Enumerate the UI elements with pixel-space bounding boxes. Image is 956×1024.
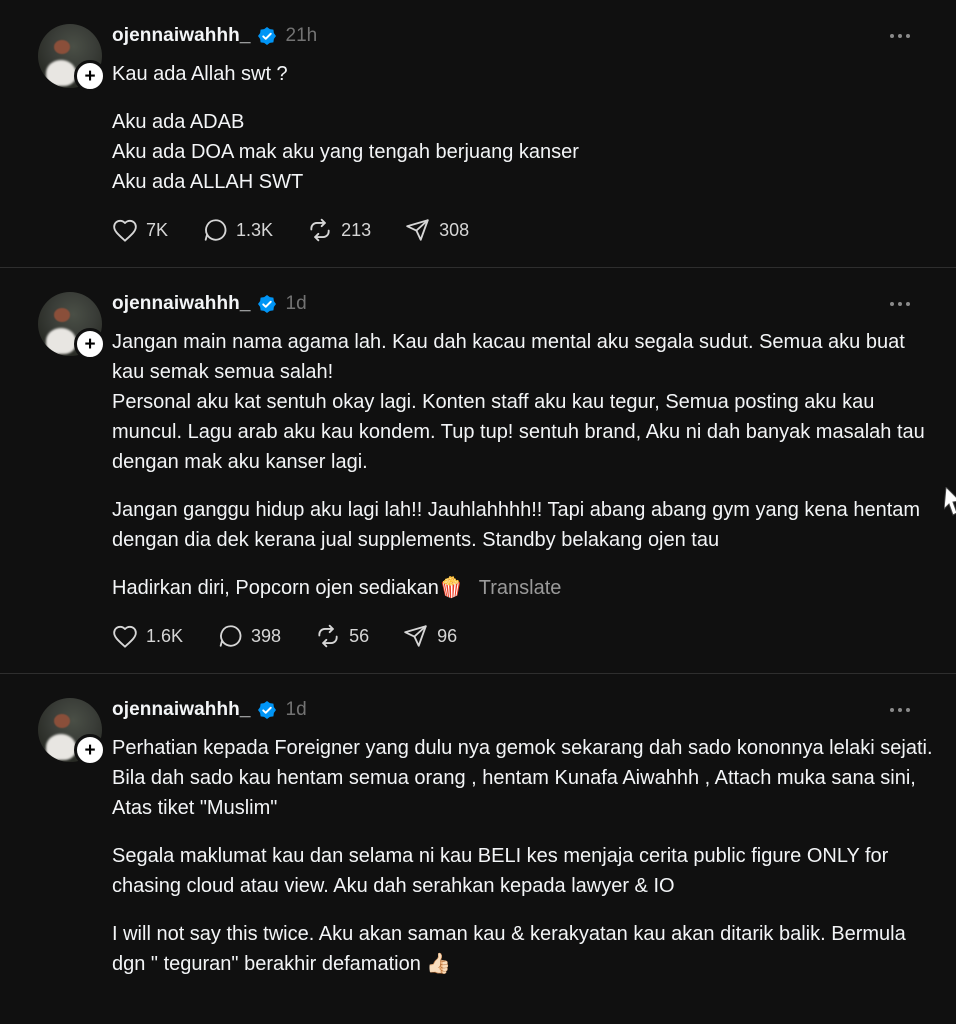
- reply-button[interactable]: [202, 217, 273, 243]
- post-3: [0, 674, 956, 979]
- like-count: 7K: [146, 219, 169, 240]
- avatar-column: [0, 24, 112, 267]
- heart-icon: [112, 623, 138, 649]
- timestamp: 21h: [285, 25, 318, 46]
- post-header: [112, 292, 938, 316]
- post-2: [0, 268, 956, 674]
- translate-link[interactable]: Translate: [478, 577, 562, 599]
- timestamp: 1d: [285, 699, 307, 720]
- heart-icon: [112, 217, 138, 243]
- post-text-line: Aku ada DOA mak aku yang tengah berjuang kanser: [112, 141, 579, 163]
- post-text-line: Perhatian kepada Foreigner yang dulu nya gemok sekarang dah sado kononnya lelaki sejati. Bila dah sado kau hentam semua orang , hentam Kunafa Aiwahhh , Attach muka sana sini, Atas tiket "Muslim": [112, 737, 933, 819]
- avatar[interactable]: [38, 24, 102, 88]
- avatar[interactable]: [38, 292, 102, 356]
- post-1: [0, 0, 956, 268]
- like-button[interactable]: [112, 623, 183, 649]
- repost-icon: [307, 217, 333, 243]
- repost-button[interactable]: [315, 623, 369, 649]
- comment-icon: [202, 217, 228, 243]
- repost-count: 56: [349, 625, 370, 646]
- share-button[interactable]: [405, 217, 469, 243]
- post-text-line: Personal aku kat sentuh okay lagi. Konten staff aku kau tegur, Semua posting aku kau muncul. Lagu arab aku kau kondem. Tup tup! sentuh brand, Aku ni dah banyak masalah tau dengan mak aku kanser lagi.: [112, 391, 925, 473]
- post-text-line: Aku ada ALLAH SWT: [112, 171, 304, 193]
- comment-icon: [217, 623, 243, 649]
- post-text-line: I will not say this twice. Aku akan saman kau & kerakyatan kau akan ditarik balik. Bermula dgn " teguran" berakhir defamation 👍🏻: [112, 923, 906, 975]
- post-text-line: Segala maklumat kau dan selama ni kau BELI kes menjaja cerita public figure ONLY for chasing cloud atau view. Aku dah serahkan kepada lawyer & IO: [112, 845, 889, 897]
- post-content: [112, 292, 956, 673]
- reply-count: 398: [251, 625, 282, 646]
- repost-button[interactable]: [307, 217, 371, 243]
- share-count: 308: [439, 219, 470, 240]
- post-header: [112, 698, 938, 722]
- share-count: 96: [437, 625, 458, 646]
- repost-count: 213: [341, 219, 372, 240]
- post-body: [112, 733, 938, 979]
- share-button[interactable]: [403, 623, 457, 649]
- post-content: [112, 698, 956, 979]
- post-text: Hadirkan diri, Popcorn ojen sediakan🍿: [112, 577, 464, 599]
- follow-plus-icon[interactable]: +: [74, 734, 106, 766]
- more-options-icon[interactable]: [888, 702, 912, 718]
- post-text-line: Jangan ganggu hidup aku lagi lah!! Jauhlahhhh!! Tapi abang abang gym yang kena hentam dengan dia dek kerana jual supplements. Standby belakang ojen tau: [112, 499, 921, 551]
- post-body: [112, 59, 938, 197]
- avatar-column: [0, 292, 112, 673]
- verified-icon: [258, 701, 276, 719]
- reply-button[interactable]: [217, 623, 281, 649]
- verified-icon: [258, 295, 276, 313]
- more-options-icon[interactable]: [888, 28, 912, 44]
- reply-count: 1.3K: [236, 219, 274, 240]
- post-text-line: [112, 573, 938, 603]
- post-header: [112, 24, 938, 48]
- engagement-row: [112, 217, 938, 267]
- follow-plus-icon[interactable]: +: [74, 60, 106, 92]
- engagement-row: [112, 623, 938, 673]
- repost-icon: [315, 623, 341, 649]
- follow-plus-icon[interactable]: +: [74, 328, 106, 360]
- post-text-line: Jangan main nama agama lah. Kau dah kacau mental aku segala sudut. Semua aku buat kau semak semua salah!: [112, 331, 905, 383]
- post-content: [112, 24, 956, 267]
- post-text-line: Aku ada ADAB: [112, 111, 245, 133]
- like-count: 1.6K: [146, 625, 184, 646]
- avatar[interactable]: [38, 698, 102, 762]
- username[interactable]: ojennaiwahhh_: [112, 25, 251, 46]
- post-text-line: Kau ada Allah swt ?: [112, 63, 288, 85]
- verified-icon: [258, 27, 276, 45]
- share-icon: [403, 623, 429, 649]
- username[interactable]: ojennaiwahhh_: [112, 293, 251, 314]
- avatar-column: [0, 698, 112, 979]
- more-options-icon[interactable]: [888, 296, 912, 312]
- post-body: [112, 327, 938, 603]
- share-icon: [405, 217, 431, 243]
- timestamp: 1d: [285, 293, 307, 314]
- like-button[interactable]: [112, 217, 168, 243]
- username[interactable]: ojennaiwahhh_: [112, 699, 251, 720]
